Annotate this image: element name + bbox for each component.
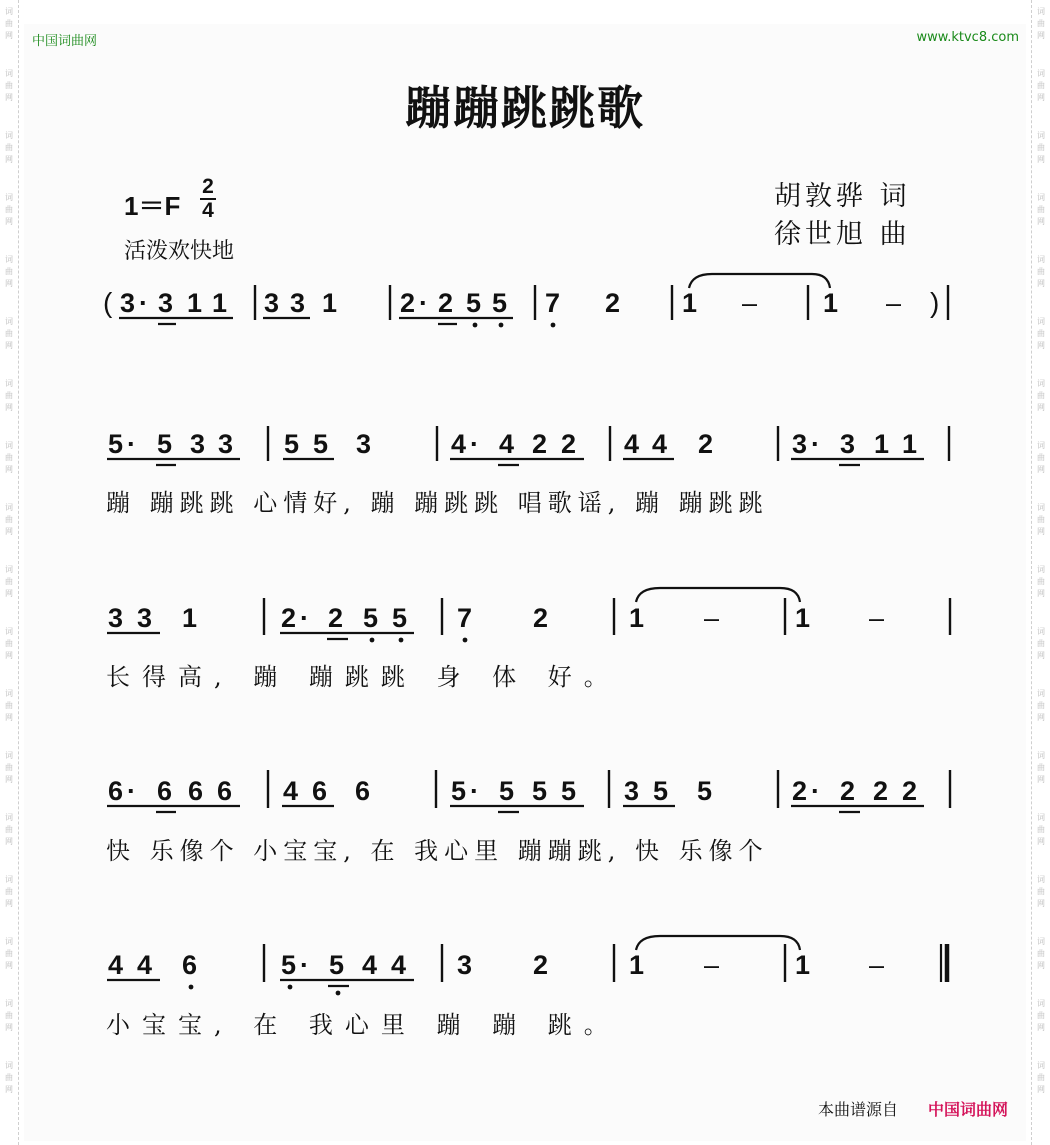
note: 6 xyxy=(355,776,371,806)
watermark-text: 词 曲 网 xyxy=(1037,255,1045,288)
note: 6 xyxy=(157,776,173,806)
watermark-text: 词 曲 网 xyxy=(1037,751,1045,784)
note: 4 xyxy=(652,429,668,459)
watermark-text: 词 曲 网 xyxy=(5,193,13,226)
dash: – xyxy=(886,288,902,318)
watermark-text: 词 曲 网 xyxy=(1037,875,1045,908)
note: 5 xyxy=(363,603,379,633)
watermark-text: 词 曲 网 xyxy=(1037,627,1045,660)
note: 5 xyxy=(532,776,548,806)
note: 4 xyxy=(391,950,407,980)
note: 5 xyxy=(392,603,408,633)
note: 1 xyxy=(823,288,839,318)
note: 5 xyxy=(108,429,124,459)
note: 6 xyxy=(188,776,204,806)
note: 4 xyxy=(137,950,153,980)
note: 5 xyxy=(499,776,515,806)
watermark-text: 词 曲 网 xyxy=(5,875,13,908)
tie-arc xyxy=(636,588,800,602)
watermark-text: 词 曲 网 xyxy=(5,689,13,722)
watermark-text: 词 曲 网 xyxy=(1037,937,1045,970)
note-dot: · xyxy=(419,288,428,318)
note: 3 xyxy=(792,429,808,459)
score-system-4 xyxy=(107,936,947,995)
note: 3 xyxy=(356,429,372,459)
note: 3 xyxy=(290,288,306,318)
dash: – xyxy=(869,950,885,980)
low-octave-dot xyxy=(370,638,375,643)
note: 6 xyxy=(182,950,198,980)
watermark-text: 词 曲 网 xyxy=(1037,7,1045,40)
site-url-link[interactable]: www.ktvc8.com xyxy=(916,30,1019,45)
note: 2 xyxy=(792,776,808,806)
note: 4 xyxy=(499,429,515,459)
watermark-text: 词 曲 网 xyxy=(1037,999,1045,1032)
watermark-text: 词 曲 网 xyxy=(5,255,13,288)
watermark-text: 词 曲 网 xyxy=(1037,1061,1045,1094)
note: 2 xyxy=(532,429,548,459)
lyric-line-4: 小宝宝, 在 我心里 蹦 蹦 跳。 xyxy=(106,1011,620,1039)
note: 5 xyxy=(492,288,508,318)
note-dot: · xyxy=(127,776,136,806)
note: 3 xyxy=(218,429,234,459)
note: 1 xyxy=(682,288,698,318)
low-octave-dot xyxy=(473,323,478,328)
score-system-1 xyxy=(107,426,949,465)
watermark-text: 词 曲 网 xyxy=(5,627,13,660)
note: 4 xyxy=(624,429,640,459)
note: 5 xyxy=(281,950,297,980)
note: 5 xyxy=(329,950,345,980)
lyricist-credit: 胡敦骅 词 xyxy=(774,181,911,212)
note: 2 xyxy=(873,776,889,806)
low-octave-dot xyxy=(189,985,194,990)
note: 5 xyxy=(451,776,467,806)
low-octave-dot xyxy=(551,323,556,328)
note: 2 xyxy=(438,288,454,318)
note: 1 xyxy=(212,288,228,318)
note-dot: · xyxy=(811,429,820,459)
note: 5 xyxy=(561,776,577,806)
note-dot: · xyxy=(470,776,479,806)
watermark-text: 词 曲 网 xyxy=(5,503,13,536)
note: 3 xyxy=(158,288,174,318)
watermark-text: 词 曲 网 xyxy=(1037,69,1045,102)
note: 4 xyxy=(362,950,378,980)
watermark-text: 词 曲 网 xyxy=(1037,565,1045,598)
note: 5 xyxy=(313,429,329,459)
note: 6 xyxy=(312,776,328,806)
note: 3 xyxy=(264,288,280,318)
time-signature-bottom: 4 xyxy=(202,199,214,222)
note: 2 xyxy=(698,429,714,459)
watermark-text: 词 曲 网 xyxy=(5,751,13,784)
note-dot: · xyxy=(300,950,309,980)
watermark-text: 词 曲 网 xyxy=(1037,441,1045,474)
watermark-text: 词 曲 网 xyxy=(1037,379,1045,412)
footer-source-label: 本曲谱源自 xyxy=(818,1100,899,1119)
watermark-text: 词 曲 网 xyxy=(5,1061,13,1094)
watermark-text: 词 曲 网 xyxy=(1037,813,1045,846)
watermark-text: 词 曲 网 xyxy=(5,937,13,970)
note: 4 xyxy=(108,950,124,980)
low-octave-dot xyxy=(336,991,341,996)
watermark-text: 词 曲 网 xyxy=(5,999,13,1032)
score-system-intro xyxy=(103,274,948,327)
note: 3 xyxy=(840,429,856,459)
lyric-line-2: 长得高, 蹦 蹦跳跳 身 体 好。 xyxy=(106,663,620,691)
note: 6 xyxy=(108,776,124,806)
low-octave-dot xyxy=(499,323,504,328)
note: 3 xyxy=(108,603,124,633)
note: 7 xyxy=(457,603,473,633)
dash: – xyxy=(869,603,885,633)
note: 4 xyxy=(451,429,467,459)
note: 2 xyxy=(902,776,918,806)
note-dot: · xyxy=(811,776,820,806)
note: 5 xyxy=(284,429,300,459)
time-signature-top: 2 xyxy=(202,175,214,198)
watermark-text: 词 曲 网 xyxy=(5,131,13,164)
note: 5 xyxy=(466,288,482,318)
open-paren: ( xyxy=(103,287,113,318)
footer-site-link[interactable]: 中国词曲网 xyxy=(928,1100,1009,1119)
low-octave-dot xyxy=(288,985,293,990)
note: 4 xyxy=(283,776,299,806)
note: 7 xyxy=(545,288,561,318)
note: 2 xyxy=(561,429,577,459)
dash: – xyxy=(704,950,720,980)
watermark-text: 词 曲 网 xyxy=(1037,689,1045,722)
dash: – xyxy=(742,288,758,318)
note: 3 xyxy=(457,950,473,980)
note-dot: · xyxy=(470,429,479,459)
watermark-text: 词 曲 网 xyxy=(5,69,13,102)
tempo-marking: 活泼欢快地 xyxy=(124,239,235,264)
note: 3 xyxy=(137,603,153,633)
watermark-text: 词 曲 网 xyxy=(5,317,13,350)
note: 2 xyxy=(281,603,297,633)
note: 1 xyxy=(874,429,890,459)
close-paren: ) xyxy=(930,287,940,318)
note-dot: · xyxy=(139,288,148,318)
low-octave-dot xyxy=(463,638,468,643)
watermark-text: 词 曲 网 xyxy=(5,7,13,40)
note: 3 xyxy=(120,288,136,318)
site-name-link[interactable]: 中国词曲网 xyxy=(32,34,98,49)
note: 1 xyxy=(902,429,918,459)
note: 1 xyxy=(322,288,338,318)
note: 5 xyxy=(697,776,713,806)
note: 2 xyxy=(400,288,416,318)
composer-credit: 徐世旭 曲 xyxy=(774,219,911,250)
note: 1 xyxy=(182,603,198,633)
key-signature-text: 1＝F xyxy=(124,191,181,221)
watermark-text: 词 曲 网 xyxy=(1037,317,1045,350)
note: 2 xyxy=(533,603,549,633)
watermark-text: 词 曲 网 xyxy=(1037,131,1045,164)
watermark-text: 词 曲 网 xyxy=(5,813,13,846)
note: 1 xyxy=(629,603,645,633)
note: 2 xyxy=(605,288,621,318)
note: 2 xyxy=(533,950,549,980)
tie-arc xyxy=(636,936,800,950)
low-octave-dot xyxy=(399,638,404,643)
watermark-text: 词 曲 网 xyxy=(5,565,13,598)
note: 2 xyxy=(328,603,344,633)
note: 1 xyxy=(187,288,203,318)
note-dot: · xyxy=(300,603,309,633)
note-dot: · xyxy=(127,429,136,459)
lyric-line-3: 快 乐像个 小宝宝, 在 我心里 蹦蹦跳, 快 乐像个 xyxy=(106,837,769,865)
note: 3 xyxy=(190,429,206,459)
lyric-line-1: 蹦 蹦跳跳 心情好, 蹦 蹦跳跳 唱歌谣, 蹦 蹦跳跳 xyxy=(106,489,769,517)
note: 6 xyxy=(217,776,233,806)
song-title: 蹦蹦跳跳歌 xyxy=(405,81,645,135)
dash: – xyxy=(704,603,720,633)
note: 5 xyxy=(653,776,669,806)
watermark-text: 词 曲 网 xyxy=(1037,193,1045,226)
note: 3 xyxy=(624,776,640,806)
watermark-text: 词 曲 网 xyxy=(1037,503,1045,536)
note: 1 xyxy=(795,950,811,980)
watermark-text: 词 曲 网 xyxy=(5,379,13,412)
note: 1 xyxy=(795,603,811,633)
note: 2 xyxy=(840,776,856,806)
note: 1 xyxy=(629,950,645,980)
note: 5 xyxy=(157,429,173,459)
watermark-text: 词 曲 网 xyxy=(5,441,13,474)
score-system-3 xyxy=(107,770,950,812)
score-system-2 xyxy=(107,588,950,642)
